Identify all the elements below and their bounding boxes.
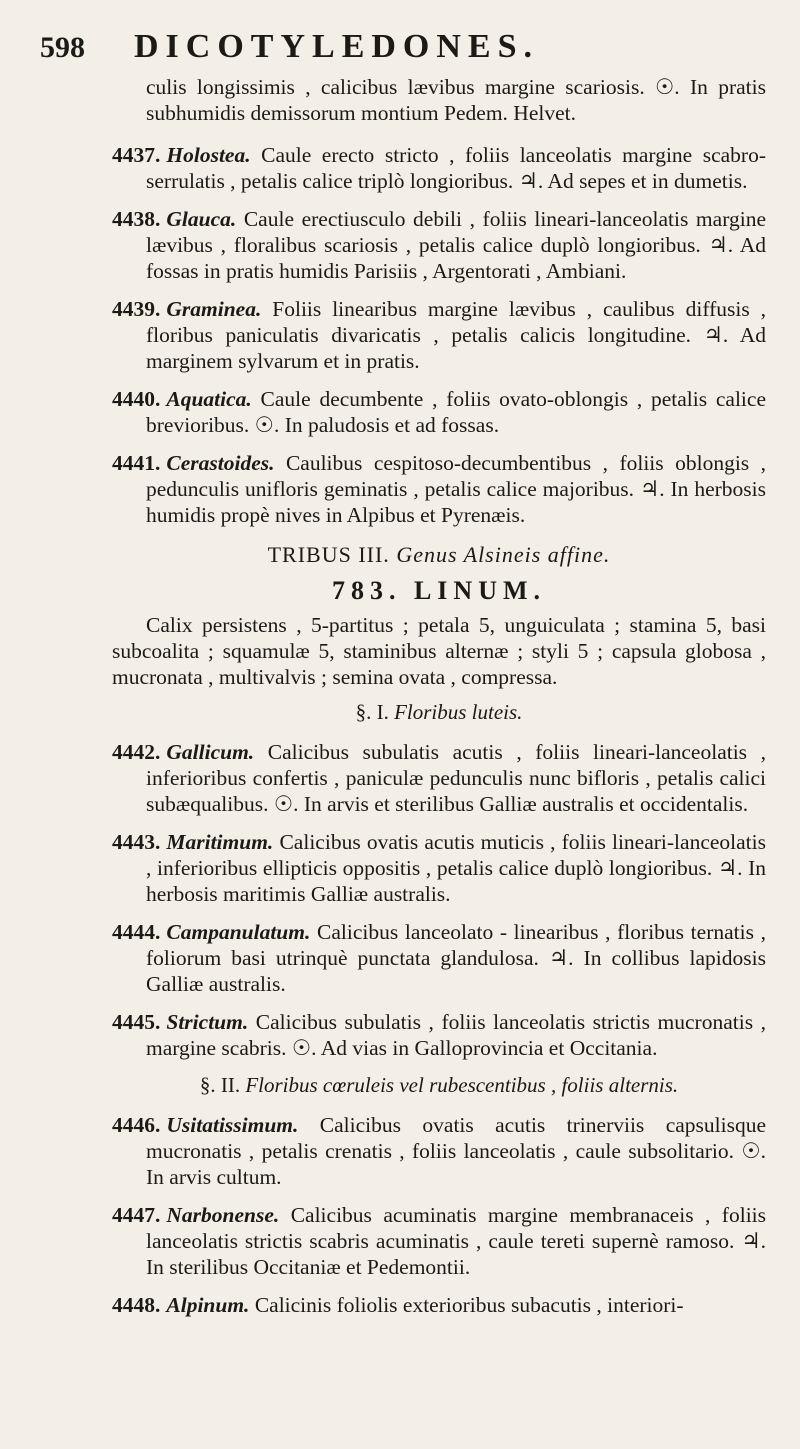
- entry-number: 4443.: [112, 830, 161, 854]
- species-entry: [112, 386, 766, 438]
- species-name: Usitatissimum.: [166, 1113, 299, 1137]
- species-entry: [112, 206, 766, 284]
- section-title: Floribus luteis.: [394, 700, 523, 724]
- running-head: [40, 28, 766, 74]
- species-description: Calicibus acuminatis margine membranaceis , foliis lanceolatis strictis scabris acuminatis , caule tereti supernè ramoso. ♃. In sterilibus Occitaniæ et Pedemontii.: [146, 1203, 767, 1279]
- entry-number: 4438.: [112, 207, 161, 231]
- species-name: Gallicum.: [166, 740, 255, 764]
- entry-number: 4444.: [112, 920, 161, 944]
- entry-number: 4448.: [112, 1293, 161, 1317]
- species-name: Maritimum.: [166, 830, 274, 854]
- entries-group-b: [112, 739, 766, 1061]
- species-name: Aquatica.: [166, 387, 252, 411]
- species-name: Narbonense.: [166, 1203, 280, 1227]
- species-entry: [112, 450, 766, 528]
- species-entry: [112, 1292, 766, 1318]
- species-description: Calicinis foliolis exterioribus subacutis , interiori-: [254, 1293, 684, 1317]
- species-description: Calicibus ovatis acutis trinerviis capsulisque mucronatis , petalis crenatis , foliis lanceolatis , caule subsolitario. ☉. In arvis cultum.: [146, 1113, 766, 1189]
- genus-heading: 783. LINUM.: [331, 576, 547, 605]
- page-number: 598: [40, 31, 85, 64]
- species-description: Caule erecto stricto , foliis lanceolatis margine scabro-serrulatis , petalis calice triplò longioribus. ♃. Ad sepes et in dumetis.: [146, 143, 767, 193]
- entry-number: 4445.: [112, 1010, 161, 1034]
- species-description: Calicibus subulatis , foliis lanceolatis strictis mucronatis , margine scabris. ☉. Ad vias in Galloprovincia et Occitania.: [146, 1010, 766, 1060]
- species-entry: [112, 1112, 766, 1190]
- entry-number: 4440.: [112, 387, 161, 411]
- continued-paragraph: culis longissimis , calicibus lævibus margine scariosis. ☉. In pratis subhumidis demissorum montium Pedem. Helvet.: [146, 75, 766, 125]
- tribe-genus-note: Genus Alsineis affine.: [396, 542, 611, 567]
- species-entry: [112, 1009, 766, 1061]
- tribe-label: TRIBUS III.: [267, 542, 390, 567]
- species-name: Glauca.: [166, 207, 237, 231]
- entries-group-a: [112, 142, 766, 528]
- entry-number: 4446.: [112, 1113, 161, 1137]
- species-entry: [112, 919, 766, 997]
- species-description: Caule decumbente , foliis ovato-oblongis , petalis calice brevioribus. ☉. In paludosis et ad fossas.: [146, 387, 766, 437]
- species-entry: [112, 829, 766, 907]
- species-description: Caulibus cespitoso-decumbentibus , foliis oblongis , pedunculis unifloris geminatis , petalis calice majoribus. ♃. In herbosis humidis propè nives in Alpibus et Pyrenæis.: [146, 451, 766, 527]
- species-entry: [112, 296, 766, 374]
- page-title: DICOTYLEDONES.: [134, 28, 540, 65]
- section-title: Floribus cœruleis vel rubescentibus , foliis alternis.: [245, 1073, 679, 1097]
- species-description: Calicibus ovatis acutis muticis , foliis lineari-lanceolatis , inferioribus ellipticis oppositis , petalis calice duplò longioribus. ♃. In herbosis maritimis Galliæ australis.: [146, 830, 766, 906]
- entry-number: 4442.: [112, 740, 161, 764]
- species-description: Calicibus subulatis acutis , foliis lineari-lanceolatis , inferioribus confertis , paniculæ pedunculis nunc bifloris , petalis calici subæqualibus. ☉. In arvis et sterilibus Galliæ australis et occidentalis.: [146, 740, 767, 816]
- species-entry: [112, 142, 766, 194]
- species-name: Strictum.: [166, 1010, 249, 1034]
- entry-number: 4441.: [112, 451, 161, 475]
- tribe-heading: [112, 542, 766, 568]
- species-entry: [112, 739, 766, 817]
- species-description: Foliis linearibus margine lævibus , caulibus diffusis , floribus paniculatis divaricatis , petalis calicis longitudine. ♃. Ad marginem sylvarum et in pratis.: [146, 297, 767, 373]
- genus-description: Calix persistens , 5-partitus ; petala 5, unguiculata ; stamina 5, basi subcoalita ; squamulæ 5, staminibus alternæ ; styli 5 ; capsula globosa , mucronata , multivalvis ; semina ovata , compressa.: [112, 613, 766, 689]
- entries-group-c: [112, 1112, 766, 1318]
- section-heading: [112, 700, 766, 725]
- species-name: Holostea.: [166, 143, 251, 167]
- species-entry: [112, 1202, 766, 1280]
- species-name: Alpinum.: [166, 1293, 250, 1317]
- species-name: Campanulatum.: [166, 920, 311, 944]
- section-number: §. I.: [355, 700, 389, 724]
- species-description: Caule erectiusculo debili , foliis lineari-lanceolatis margine lævibus , floralibus scariosis , petalis calice duplò longioribus. ♃. Ad fossas in pratis humidis Parisiis , Argentorati , Ambiani.: [146, 207, 766, 283]
- entry-number: 4437.: [112, 143, 161, 167]
- species-name: Graminea.: [166, 297, 262, 321]
- species-name: Cerastoides.: [166, 451, 275, 475]
- section-number: §. II.: [199, 1073, 241, 1097]
- section-heading: [112, 1073, 766, 1098]
- species-description: Calicibus lanceolato - linearibus , floribus ternatis , foliorum basi utrinquè punctata glandulosa. ♃. In collibus lapidosis Galliæ australis.: [146, 920, 766, 996]
- entry-number: 4439.: [112, 297, 161, 321]
- entry-number: 4447.: [112, 1203, 161, 1227]
